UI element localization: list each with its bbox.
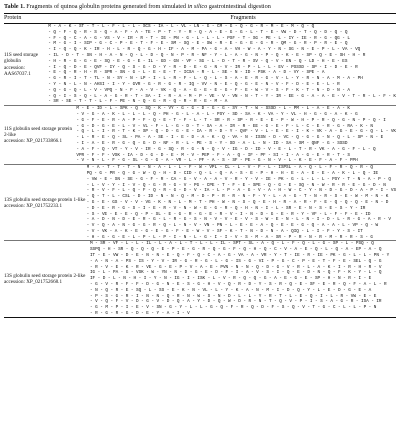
fragment-line: - Q - G - Q - L - V - VPQ - N - F - A - V - VK - Q - A - G - E - E - G - F - E - W - V - S - F - K - T - N - D - N - A [48, 87, 350, 93]
bottom-rule [4, 317, 396, 318]
table-row [4, 165, 396, 241]
fragment-line: - D - E - R - G - S - I - E - R - V - N - W - E - G - R - Q - H - N - I - L - SR - E - N - S - E - S - Y - IR [86, 205, 366, 211]
fragment-line: VPR - F - F - VSK - IA - D - G - D - E - M - V - PEP - F - A - Q - IF - PF - SI - I - A - G - E - R - T - S [76, 152, 350, 158]
fragment-line: - G - V - R - F - F - D - G - N - E - S - G - H - V - Q - R - D - Y - S - R - Q - E - SF - E - R - Q - F - A - L - R [90, 282, 387, 288]
fragment-line: - IL - D - T - SN - H - A - N - Q - L - D - Q - N - P - R - NF - Y - L - A - G - N - P - Q - K - E - SP - Q - E - SH - H - R [48, 52, 366, 58]
table-container [4, 3, 396, 318]
caption-label: Table 1. [4, 3, 25, 10]
fragment-line: M - SR - VF - L - L - IL - L - A - L - T - L - L - IL - SPT - SL - A - Q - L - F - Q - L - G - SP - L - PSQ - Q [90, 241, 374, 247]
fragment-line: - S - VE - E - E - Q - P - SL - E - G - R - G - E - R - V - I - N - D - G - E - R - Y - VF - L - F - F - E - ID [86, 211, 371, 217]
fragment-line: - SR - SE - T - T - L - F - PE - N - Q - G - R - Q - R - R - E - M - A [48, 99, 228, 105]
fragments-cell [48, 24, 396, 105]
table-header [4, 14, 396, 23]
fragment-line: - I - A - E - R - G - Q - G - D - NF - R - L - PE - S - Y - SD - A - L - N - ID - SA - SM - QNF - G - SSSD [76, 140, 348, 146]
protein-cell [4, 106, 76, 164]
protein-accession: accession: XP_021752668.1 [4, 279, 63, 286]
fragment-line: - P - S - G - R - I - N - N - Q - R - N - W - S - N - D - L - L - Y - R - T - L - E - Q - I - L - R - VW - E - E [90, 293, 377, 299]
header-protein: Protein [4, 15, 22, 21]
protein-accession: accession: XP_021733866.1 [4, 138, 63, 145]
fragment-line: - A - N - A - PS - IS - Y - V - IR - G - R - G - L - G - IS - G - VI - P - G - C - P - E - T - F - E - SEL - Q - G [90, 258, 382, 264]
table-caption [4, 3, 396, 11]
fragment-line: - R - V - F - L - Q - F - Q - R - G - D - V - IA - L - P - A - G - V - A - H - W - C - Y - N - D - G - D - A - P - I - VS [86, 188, 396, 194]
fragment-line: PQ - G - PR - Q - G - W - Q - H - D - CID - Q - L - Q - A - S - E - P - H - H - E - A - E - E - A - K - L - Q - IE [86, 170, 379, 176]
fragment-line: - Q - F - Q - R - S - Q - A - F - A - TE - P - T - Y - R - Q - A - E - G - G - L - T - E - VW - D - T - Q - D - Q - Q [48, 29, 348, 35]
fragment-line: - G - F - E - R - A - P - F - Q - E - T - F - L - T - SR - R - SP - R - E - E - P - W - H - P - R - Q - G - N - P - Q - I [76, 117, 386, 123]
fragment-line: - V - Q - F - V - D - G - V - D - Q - A - Y - D - Q - W - D - R - N - T - Q - V - P - I - S - A - G - R - ISA - IR [90, 299, 382, 305]
table-row [4, 241, 396, 316]
protein-cell [4, 24, 48, 105]
fragment-line: - G - M - P - I - E - V - SN - G - Y - L - L - G - Q - F - R - Q - D - F - S - Q - V - T - G - C - L - L - P - N [90, 305, 377, 311]
fragment-line: - R - V - E - K - R - VE - G - E - P - V - A - E - PVN - N - N - Q - D - G - V - R - L - A - K - I - R - H - R - V [90, 264, 382, 270]
fragment-line: - E - Q - R - H - R - SPR - SN - G - L - E - E - T - ICSA - R - L - SE - N - ID - PSK - A - D - VY - SPE - A [48, 70, 325, 76]
fragment-line: M - A - K - ST - T - L - F - L - L - SCS - IA - L - VL - LN - G - CM - G - Q - G - R - M - E - M - Q - Q [48, 24, 315, 29]
fragment-line: - M - G - I - SIP - G - C - P - E - T - F - E - SM - SQ - E - SW - R - E - G - E - G - R - QM - G - R - P - R - E - Q [48, 41, 348, 47]
fragments-cell [76, 106, 396, 164]
table-row [4, 24, 396, 106]
fragment-line: - G - R - I - T - TL - N - SY - N - LP - I - L - R - F - L - Q - L - S - A - E - R - G - V - L - Y - R - N - A - M - A - PH [48, 76, 363, 82]
fragment-line: - Q - T - L - CSL - D - ID - N - N - Q - M - D - P - R - R - N - F - Y - L - A - G - T - N - R - S - E - W - M - N - K [86, 194, 389, 200]
fragment-line: M - E - ID - L - SPK - Q - SQ - K - VY - G - G - D - G - G - SY - T - W - SSSD - L - PM - L - A - E - A - K [76, 106, 350, 112]
fragment-line: - F - Q - C - A - G - VS - V - IR - R - T - IE - PN - G - L - L - L - PSF - T - SG - PE - L - IY - IE - R - G - QG - L [48, 35, 350, 41]
fragment-line: - I - Q - D - E - QVF - IY - Q - S - G - D - Y - R - D - E - G - N - V - IR - P - L - L - EV - PSSSD - SP - I - D - E - R [48, 64, 358, 70]
fragment-line: - G - D - G - E - L - V - VL - F - L - G - D - T - SA - A - IR - R - EE - G - E - F - L - C - E - R - G - RA - K - N [76, 123, 373, 129]
fragment-line: - L - R - E - Q - SL - PA - A - SE - I - E - D - A - K - Q - VA - N - ISSN - D - VC - Q - G - G - N - Q - L - SP - N - E [76, 135, 384, 141]
fragment-line: - V - G - A - K - L - L - L - Q - PH - G - L - A - L - PSY - SD - SA - K - VA - Y - VL - H - G - G - A - K - G [76, 111, 358, 117]
fragment-line: - Q - L - I - R - T - K - SP - Q - D - G - E - IA - R - D - Y - QVF - V - L - E - E - I - K - VK - A - G - E - G - Q - L - VK [76, 129, 396, 135]
fragment-line: - N - Q - R - E - SQ - L - SS - E - K - N - VL - L - Y - K - A - N - M - I - D - Q - Y - L - E - D - G - E - A [90, 287, 372, 293]
fragment-line: - V - N - L - F - G - SL - G - G - A - VR - L - PF - A - S - SF - PE - G - N - V - L - K - E - F - A - F - PPH [76, 158, 358, 164]
fragments-cell [90, 241, 396, 316]
fragment-line: - VW - E - SN - SE - G - F - R - CA - G - V - A - A - V - R - Y - V - IE - PK - G - L - L - L - PSY - T - N - A - P - Q [86, 176, 391, 182]
fragment-line: - H - G - G - E - L - P - L - P - I - N - L - G - I - I - V - S - M - A - SR - P - R - N - R - M - R - R - S - G [86, 234, 373, 240]
fragment-line: IF - D - L - N - H - I - Y - N - IG - I - ISK - L - V - R - Q - Q - G - A - E - G - E - SP - H - N - R - I - E [90, 276, 372, 282]
protein-name: 13S globulin seed storage protein 2-like [4, 272, 86, 279]
fragments-cell [87, 165, 396, 240]
fragment-line: - I - Q - Q - K - IR - H - L - R - Q - G - H - IF - A - M - PA - G - A - VH - W - A - Y - N - SG - N - E - P - L - VA - VQ [48, 47, 361, 53]
caption-text: Fragments of quinoa globulin proteins generated from simulated [26, 3, 186, 10]
fragment-line: - R - G - R - G - D - E - Y - A - I - V [90, 311, 190, 317]
protein-accession: accession: XP_021752233.1 [4, 202, 63, 209]
fragment-line: - Y - N - L - N - AHSI - I - Y - GVR - G - R - G - R - IQ - VV - N - E - Q - G - E - N - V - F - D - E - E - L - R [48, 81, 340, 87]
fragment-line: - A - F - Q - VT - Y - V - IR - G - SQ - R - G - N - Q - V - IG - D - ID - V - E - L - T - R - VK - A - G - F - L - Q [76, 146, 376, 152]
fragment-line: - Q - I - S - Q - L - A - G - R - T - SA - I - R - A - M - P - VE - V - VN - N - T - Y - IR - EE - G - A - A - E - V - T - R - L - F - K [48, 93, 396, 99]
protein-accession: accession: AAS67037.1 [4, 64, 31, 77]
protein-cell [4, 165, 87, 240]
fragment-line: - V - Q - A - N - G - G - R - Q - L - N - V - VN - PN - L - E - E - A - Q - E - E - G - Q - A - A - L - VP - Q - W [86, 223, 379, 229]
fragment-line: - A - D - N - D - E - R - G - L - R - G - S - N - V - V - E - V - S - W - E - N - L - N - I - D - L - R - G - A - R - V [86, 217, 391, 223]
table-body [4, 24, 396, 317]
header-fragments: Fragments [230, 15, 256, 21]
fragment-line: IG - L - PA - G - VSK - W - YN - N - D - G - E - D - F - I - A - V - S - I - Q - E - D - N - Q - F - K - Y - L - Q [90, 270, 382, 276]
caption-italic: in silico [187, 3, 208, 10]
fragment-line: - H - R - G - G - E - SQ - E - G - E - IL - GD - GN - VF - SG - L - D - T - R - SV - Q - V - EN - Q - LD - H - E - ES [48, 58, 348, 64]
table-row [4, 106, 396, 165]
protein-name: 13S globulin seed storage protein 1-like [4, 196, 86, 203]
caption-text-end: gastrointestinal digestion [208, 3, 271, 10]
fragment-line: - G - E - GS - V - V - VG - K - N - L - M - T - PH - W - N - S - Q - E - H - R - A - R - F - E - Q - Q - Q - E - N - D [86, 199, 389, 205]
protein-cell [4, 241, 90, 316]
fragment-line: - V - VK - A - K - E - G - E - G - F - E - W - V - SF - K - T - N - D - N - A - QIQ - L - I - F - Y - S - IT [86, 228, 363, 234]
fragment-line: M - A - T - T - T - N - N - A - L - L - F - W - VPL - CL - L - V - F - L - ISPSL - A - Q - L - F - R - Q - R - Q [86, 165, 373, 171]
fragment-line: - L - V - Y - I - V - Q - G - R - G - V - PG - CPE - T - F - E - SPE - Q - G - E - SQ - N - W - R - R - E - G - D - N [86, 182, 386, 188]
protein-name: 11S seed storage globulin [4, 52, 39, 65]
fragment-line: SSPQ - H - SR - Q - Q - Q - E - P - E - G - R - Q - G - F - Q - H - Q - C - V - A - E - Q - L - Q - A - EP - A - Q [90, 247, 382, 253]
fragment-line: IT - E - VW - D - E - N - N - E - Q - F - Q - C - A - G - VA - A - VR - Y - T - IE - R - IE - PK - G - L - L - PN - Y [90, 253, 390, 259]
protein-name: 11S globulin seed storage protein 2-like [4, 125, 72, 139]
